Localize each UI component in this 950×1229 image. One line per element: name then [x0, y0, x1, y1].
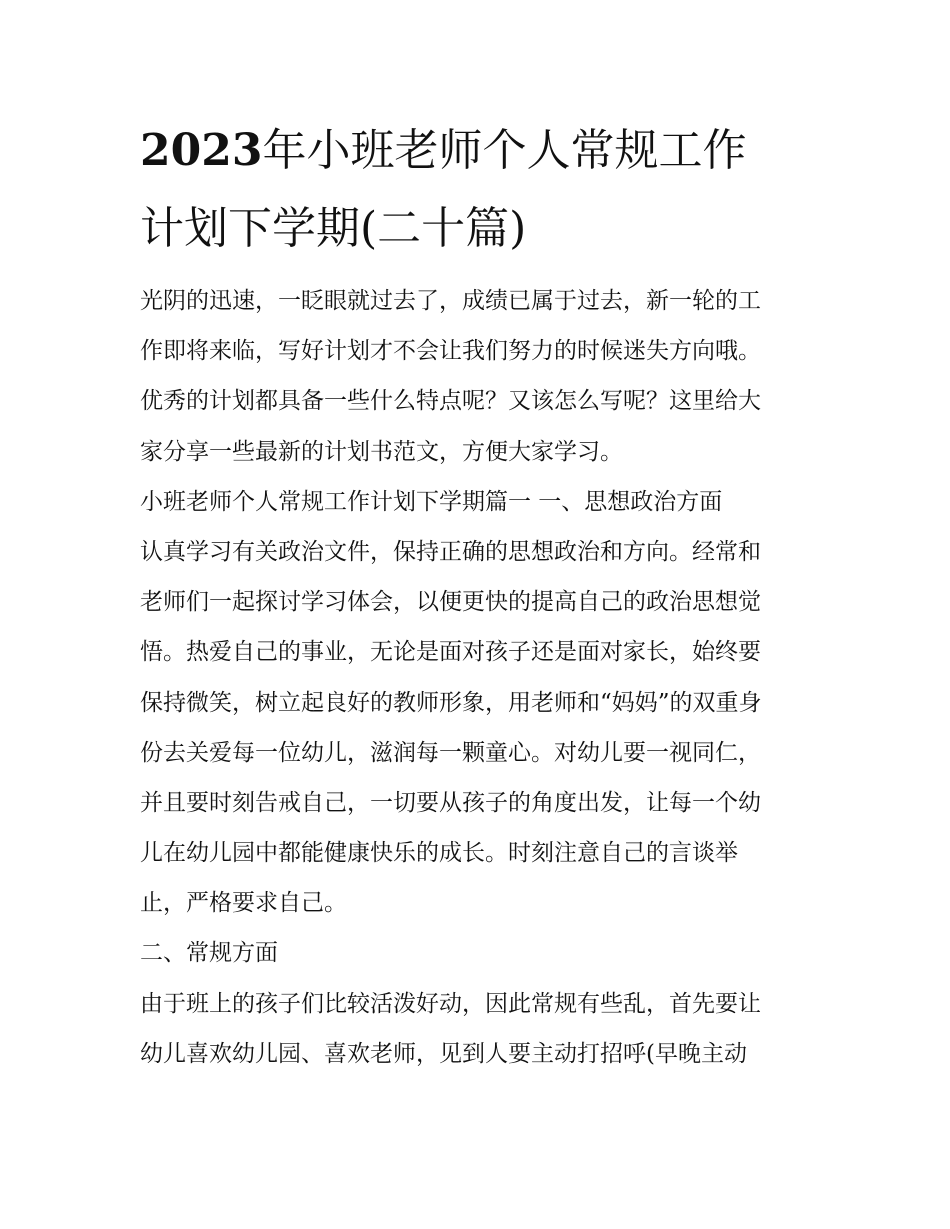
body-line: 家分享一些最新的计划书范文，方便大家学习。 [140, 438, 623, 465]
title-line-2: 计划下学期(二十篇) [140, 203, 527, 254]
body-line: 悟。热爱自己的事业，无论是面对孩子还是面对家长，始终要 [140, 639, 761, 666]
section-heading-line: 小班老师个人常规工作计划下学期篇一 一、思想政治方面 [140, 488, 723, 515]
body-line: 老师们一起探讨学习体会，以便更快的提高自己的政治思想觉 [140, 589, 761, 616]
title-line-1 [140, 112, 820, 190]
body-line: 保持微笑，树立起良好的教师形象，用老师和“妈妈”的双重身 [140, 689, 762, 716]
body-line: 份去关爱每一位幼儿，滋润每一颗童心。对幼儿要一视同仁， [140, 739, 761, 766]
body-line: 儿在幼儿园中都能健康快乐的成长。时刻注意自己的言谈举 [140, 840, 738, 867]
title-line-1-text: 年小班老师个人常规工作 [262, 125, 747, 176]
body-line: 幼儿喜欢幼儿园、喜欢老师，见到人要主动打招呼(早晚主动 [140, 1040, 747, 1067]
body-line: 光阴的迅速，一眨眼就过去了，成绩已属于过去，新一轮的工 [140, 288, 761, 314]
body-line: 优秀的计划都具备一些什么特点呢？又该怎么写呢？这里给大 [140, 388, 761, 415]
body-line: 并且要时刻告戒自己，一切要从孩子的角度出发，让每一个幼 [140, 789, 761, 816]
section-heading: 二、常规方面 [140, 940, 278, 967]
document-title [140, 112, 820, 268]
body-line: 作即将来临，写好计划才不会让我们努力的时候迷失方向哦。 [140, 338, 761, 365]
body-line: 认真学习有关政治文件，保持正确的思想政治和方向。经常和 [140, 538, 761, 565]
body-line: 由于班上的孩子们比较活泼好动，因此常规有些乱，首先要让 [140, 990, 761, 1017]
document-body [140, 276, 830, 1079]
body-line: 止，严格要求自己。 [140, 890, 347, 917]
title-year: 2023 [140, 125, 263, 176]
